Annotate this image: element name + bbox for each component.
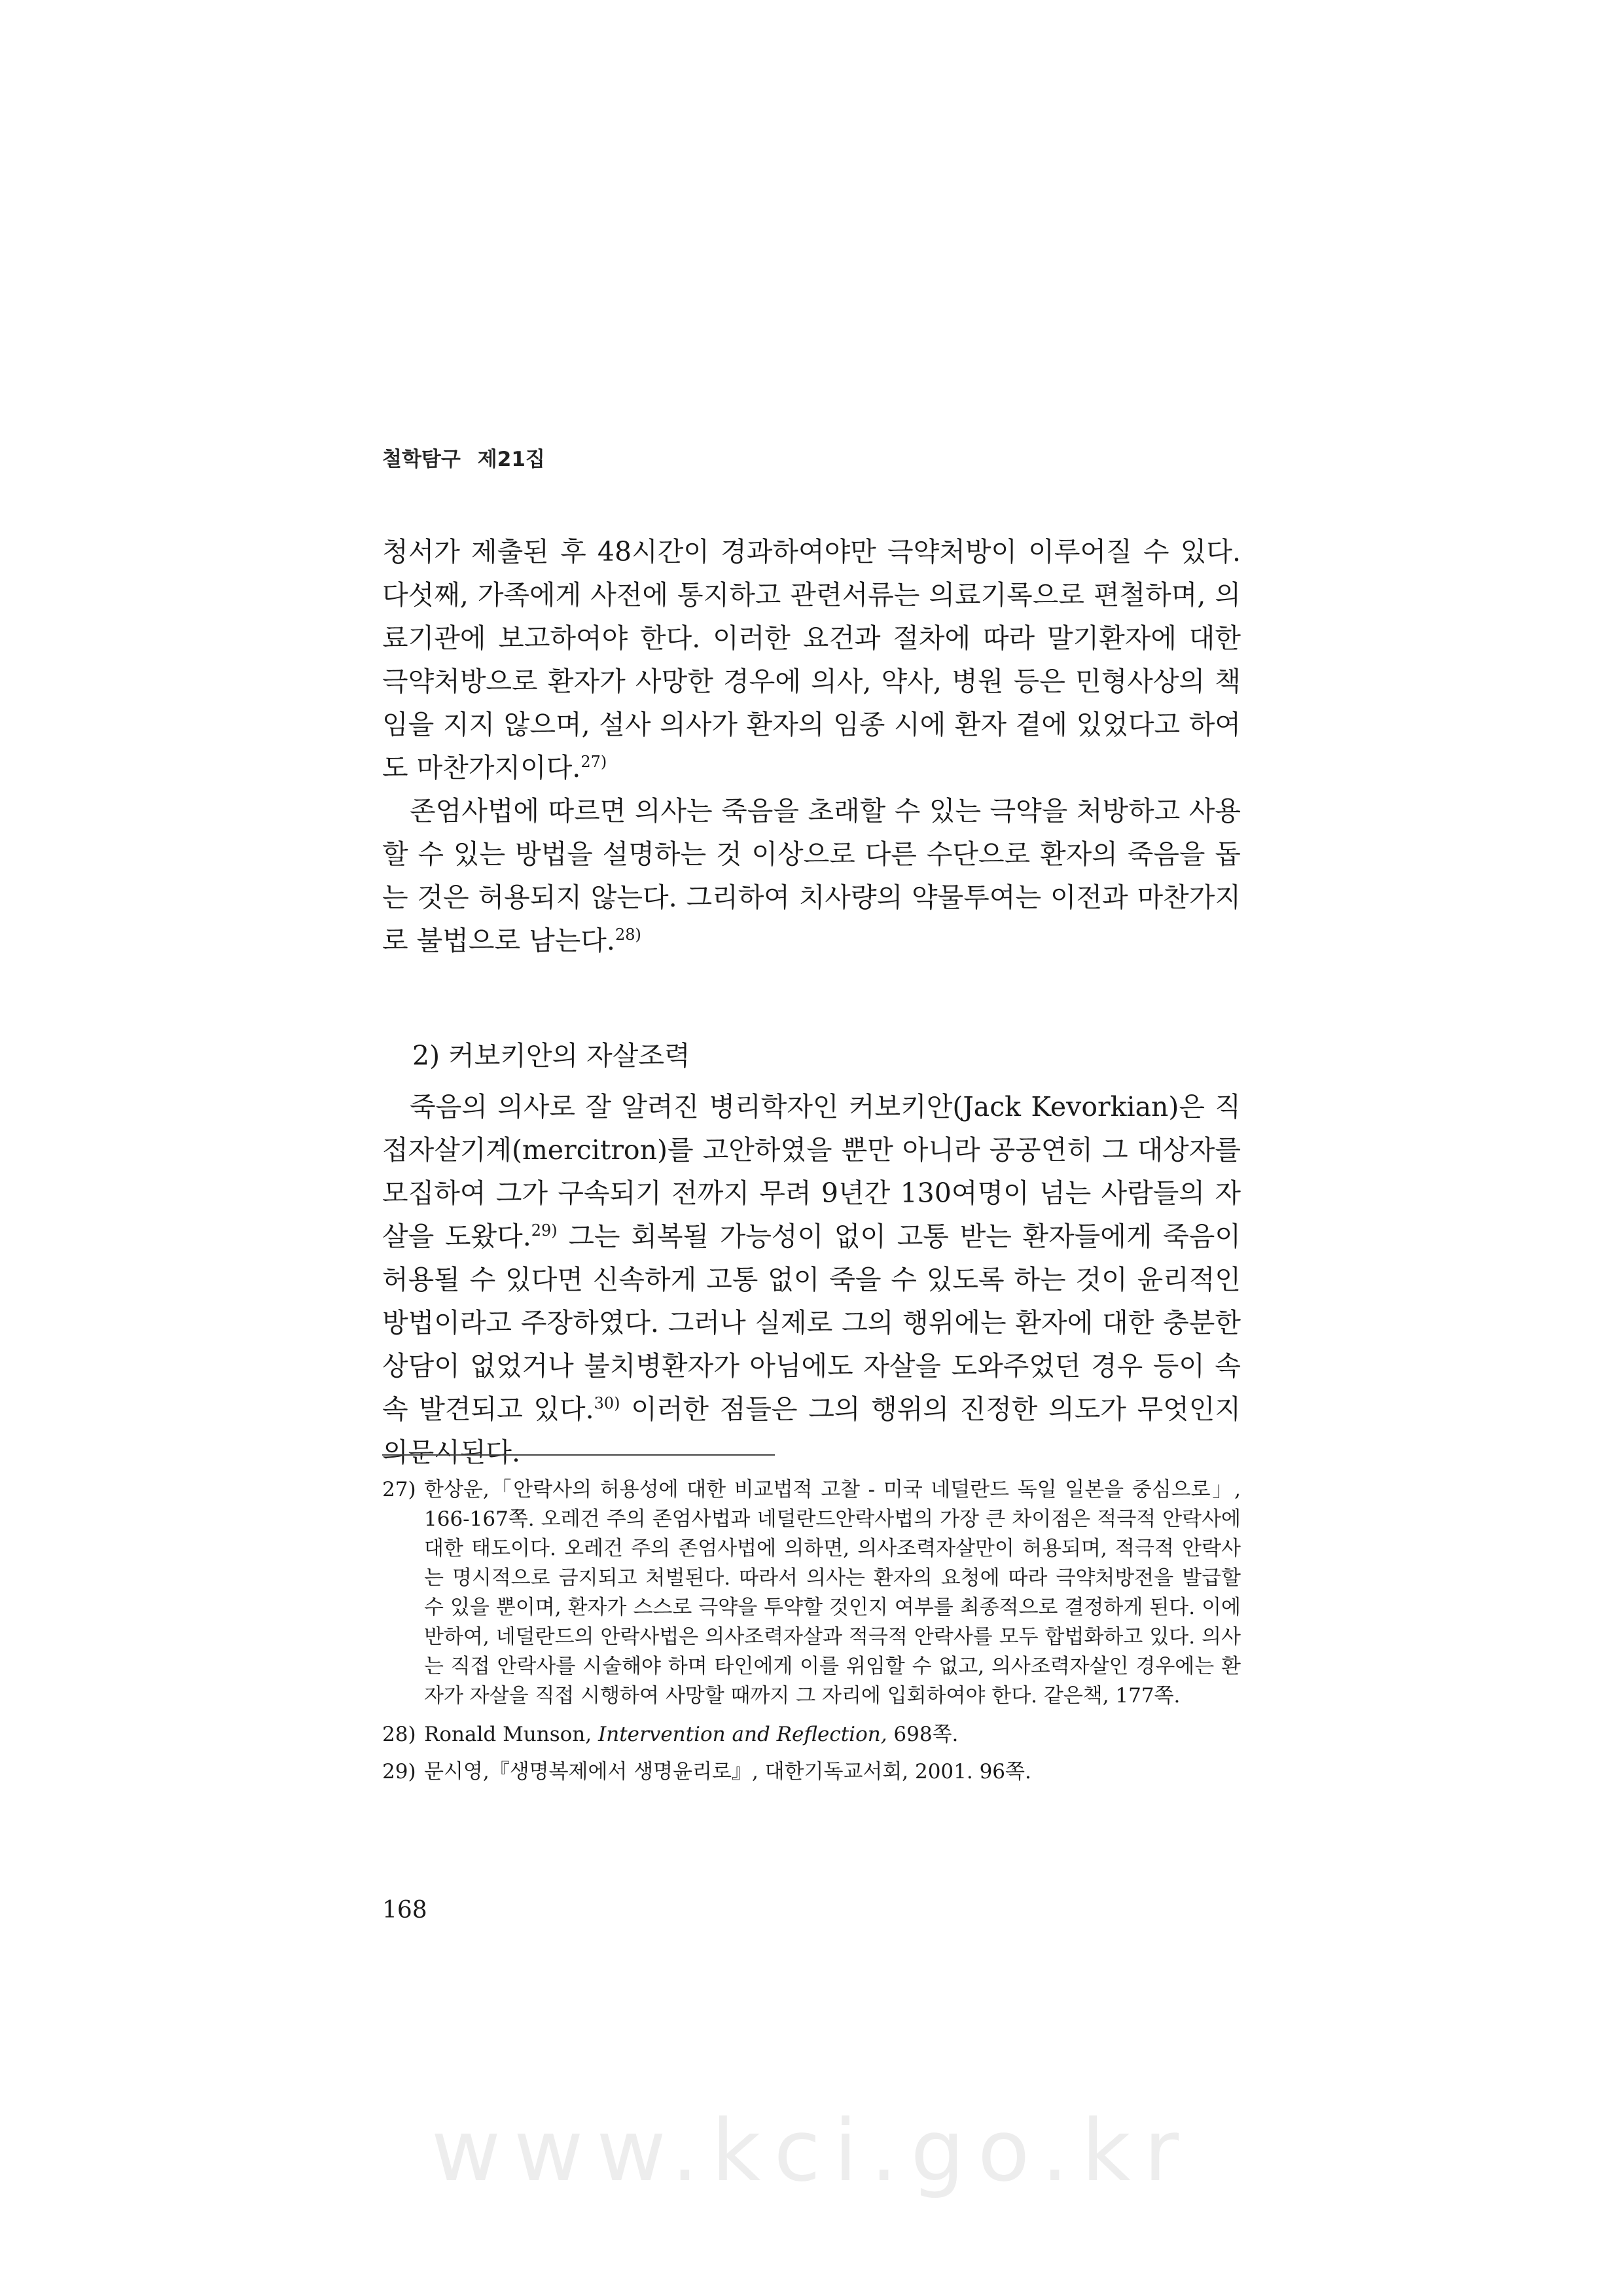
- footnote-ref-27[interactable]: 27): [580, 753, 607, 771]
- page-number: 168: [382, 1897, 427, 1924]
- citation-pages: 698쪽.: [887, 1723, 959, 1746]
- paragraph-text: 이러한 점들은 그의 행위의 진정한 의도가 무엇인지 의문시된다.: [382, 1393, 1241, 1468]
- footnote-number: 27): [382, 1478, 416, 1501]
- citation-author: Ronald Munson,: [424, 1723, 598, 1746]
- footnote-ref-29[interactable]: 29): [531, 1221, 558, 1240]
- paragraph-text: 그는 회복될 가능성이 없이 고통 받는 환자들에게 죽음이 허용될 수 있다면 신속하게 고통 없이 죽을 수 있도록 하는 것이 윤리적인 방법이라고 주장하였다. 그러나 실제로 그의 행위에는 환자에 대한 충분한 상담이 없었거나 불치병환자가 아님에도 자살을 도와주었던 경우 등이 속속 발견되고 있다.: [382, 1221, 1241, 1425]
- footnote-ref-30[interactable]: 30): [594, 1394, 620, 1412]
- issue-number: 제21집: [477, 448, 545, 471]
- paragraph-text: 존엄사법에 따르면 의사는 죽음을 초래할 수 있는 극약을 처방하고 사용할 수 있는 방법을 설명하는 것 이상으로 다른 수단으로 환자의 죽음을 돕는 것은 허용되지 않는다. 그리하여 치사량의 약물투여는 이전과 마찬가지로 불법으로 남는다.: [382, 795, 1241, 956]
- paragraph-text: 죽음의 의사로 잘 알려진 병리학자인 커보키안(Jack Kevorkian)은 직접자살기계(mercitron)를 고안하였을 뿐만 아니라 공공연히 그 대상자를 모집하여 그가 구속되기 전까지 무려 9년간 130여명이 넘는 사람들의 자살을 도왔다.: [382, 1091, 1241, 1252]
- watermark: www.kci.go.kr: [431, 2101, 1192, 2200]
- citation-title: Intervention and Reflection,: [597, 1723, 887, 1746]
- body-text-block-2: [382, 1085, 1241, 1474]
- footnote-text: [424, 1720, 1241, 1749]
- body-text-block-1: [382, 530, 1241, 962]
- footnote-number: 28): [382, 1723, 416, 1746]
- footnote-ref-28[interactable]: 28): [615, 925, 641, 944]
- footnote-29: [382, 1757, 1241, 1787]
- journal-name: 철학탐구: [382, 448, 461, 471]
- footnote-28: [382, 1720, 1241, 1749]
- section-heading: 2) 커보키안의 자살조력: [412, 1040, 690, 1071]
- footnotes: [382, 1475, 1241, 1787]
- paragraph: [382, 789, 1241, 962]
- paragraph: [382, 1085, 1241, 1474]
- footnote-divider: [382, 1454, 775, 1456]
- footnote-text: 문시영,『생명복제에서 생명윤리로』, 대한기독교서회, 2001. 96쪽.: [424, 1760, 1031, 1784]
- running-header: [382, 442, 562, 472]
- footnote-27: [382, 1475, 1241, 1711]
- footnote-number: 29): [382, 1760, 416, 1784]
- footnote-text: 한상운,「안락사의 허용성에 대한 비교법적 고찰 - 미국 네덜란드 독일 일본을 중심으로」, 166-167쪽. 오레건 주의 존엄사법과 네덜란드안락사법의 가장 큰 차이점은 적극적 안락사에 대한 태도이다. 오레건 주의 존엄사법에 의하면, 의사조력자살만이 허용되며, 적극적 안락사는 명시적으로 금지되고 처벌된다. 따라서 의사는 환자의 요청에 따라 극약처방전을 발급할 수 있을 뿐이며, 환자가 스스로 극약을 투약할 것인지 여부를 최종적으로 결정하게 된다. 이에 반하여, 네덜란드의 안락사법은 의사조력자살과 적극적 안락사를 모두 합법화하고 있다. 의사는 직접 안락사를 시술해야 하며 타인에게 이를 위임할 수 없고, 의사조력자살인 경우에는 환자가 자살을 직접 시행하여 사망할 때까지 그 자리에 입회하여야 한다. 같은책, 177쪽.: [424, 1478, 1241, 1708]
- paragraph: [382, 530, 1241, 789]
- paragraph-text: 청서가 제출된 후 48시간이 경과하여야만 극약처방이 이루어질 수 있다. 다섯째, 가족에게 사전에 통지하고 관련서류는 의료기록으로 편철하며, 의료기관에 보고하여야 한다. 이러한 요건과 절차에 따라 말기환자에 대한 극약처방으로 환자가 사망한 경우에 의사, 약사, 병원 등은 민형사상의 책임을 지지 않으며, 설사 의사가 환자의 임종 시에 환자 곁에 있었다고 하여도 마찬가지이다.: [382, 536, 1241, 783]
